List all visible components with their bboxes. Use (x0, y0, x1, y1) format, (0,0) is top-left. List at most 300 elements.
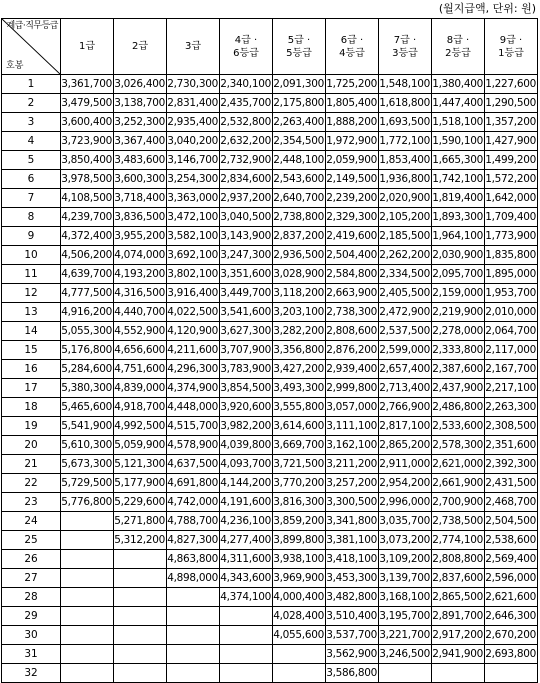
salary-cell: 2,468,700 (485, 493, 538, 512)
salary-cell: 5,176,800 (61, 341, 114, 360)
salary-cell (61, 512, 114, 531)
salary-cell: 4,144,200 (220, 474, 273, 493)
salary-cell (167, 607, 220, 626)
salary-cell: 2,693,800 (485, 645, 538, 664)
salary-cell: 4,448,000 (167, 398, 220, 417)
salary-cell: 4,311,600 (220, 550, 273, 569)
salary-cell: 2,937,200 (220, 189, 273, 208)
salary-cell: 1,773,900 (485, 227, 538, 246)
salary-cell: 4,120,900 (167, 322, 220, 341)
salary-cell: 2,808,800 (432, 550, 485, 569)
salary-cell: 5,380,300 (61, 379, 114, 398)
salary-cell: 2,732,900 (220, 151, 273, 170)
table-row (2, 550, 538, 569)
table-row (2, 113, 538, 132)
salary-cell: 3,938,100 (273, 550, 326, 569)
salary-cell: 2,911,000 (379, 455, 432, 474)
salary-cell: 2,351,600 (485, 436, 538, 455)
salary-cell (379, 664, 432, 683)
salary-cell: 2,584,800 (326, 265, 379, 284)
salary-cell: 3,300,500 (326, 493, 379, 512)
salary-cell (61, 569, 114, 588)
salary-cell: 3,341,800 (326, 512, 379, 531)
salary-cell: 3,111,100 (326, 417, 379, 436)
grade-header-line: 9급 · (499, 34, 523, 46)
salary-cell: 4,691,800 (167, 474, 220, 493)
salary-cell: 3,118,200 (273, 284, 326, 303)
salary-cell: 2,774,100 (432, 531, 485, 550)
step-cell: 10 (2, 246, 61, 265)
table-row (2, 626, 538, 645)
table-row (2, 398, 538, 417)
salary-cell: 2,954,200 (379, 474, 432, 493)
step-cell: 8 (2, 208, 61, 227)
salary-cell: 4,515,700 (167, 417, 220, 436)
salary-cell: 2,700,900 (432, 493, 485, 512)
step-cell: 14 (2, 322, 61, 341)
salary-cell: 3,254,300 (167, 170, 220, 189)
salary-cell: 2,817,100 (379, 417, 432, 436)
salary-cell: 2,419,600 (326, 227, 379, 246)
salary-cell: 3,718,400 (114, 189, 167, 208)
salary-cell: 1,742,100 (432, 170, 485, 189)
salary-cell: 3,257,200 (326, 474, 379, 493)
salary-cell: 5,271,800 (114, 512, 167, 531)
salary-cell: 3,109,200 (379, 550, 432, 569)
salary-cell: 3,850,400 (61, 151, 114, 170)
salary-cell: 1,893,300 (432, 208, 485, 227)
salary-cell: 5,673,300 (61, 455, 114, 474)
salary-cell: 3,139,700 (379, 569, 432, 588)
salary-cell: 3,367,400 (114, 132, 167, 151)
step-cell: 4 (2, 132, 61, 151)
salary-cell: 2,105,200 (379, 208, 432, 227)
salary-cell: 3,035,700 (379, 512, 432, 531)
salary-cell: 2,392,300 (485, 455, 538, 474)
step-cell: 30 (2, 626, 61, 645)
salary-cell: 2,333,800 (432, 341, 485, 360)
salary-cell: 3,723,900 (61, 132, 114, 151)
salary-cell: 4,277,400 (220, 531, 273, 550)
salary-cell: 2,175,800 (273, 94, 326, 113)
salary-cell: 2,837,200 (273, 227, 326, 246)
salary-cell: 1,805,400 (326, 94, 379, 113)
salary-cell: 2,262,200 (379, 246, 432, 265)
table-row (2, 512, 538, 531)
step-cell: 31 (2, 645, 61, 664)
salary-cell: 3,246,500 (379, 645, 432, 664)
salary-cell: 4,552,900 (114, 322, 167, 341)
salary-cell: 2,278,000 (432, 322, 485, 341)
salary-cell: 4,236,100 (220, 512, 273, 531)
salary-cell: 3,969,900 (273, 569, 326, 588)
table-row (2, 151, 538, 170)
salary-cell: 3,073,200 (379, 531, 432, 550)
salary-cell: 3,449,700 (220, 284, 273, 303)
salary-cell: 3,783,900 (220, 360, 273, 379)
step-cell: 23 (2, 493, 61, 512)
salary-cell: 4,639,700 (61, 265, 114, 284)
salary-cell: 3,721,500 (273, 455, 326, 474)
salary-cell: 5,121,300 (114, 455, 167, 474)
salary-cell: 3,859,200 (273, 512, 326, 531)
salary-cell (432, 664, 485, 683)
table-row (2, 132, 538, 151)
salary-cell: 4,788,700 (167, 512, 220, 531)
salary-cell: 4,191,600 (220, 493, 273, 512)
salary-cell: 2,064,700 (485, 322, 538, 341)
grade-header-line: 4급 · (234, 34, 258, 46)
step-cell: 1 (2, 75, 61, 94)
salary-cell (114, 626, 167, 645)
salary-cell: 3,537,700 (326, 626, 379, 645)
salary-cell: 4,656,600 (114, 341, 167, 360)
table-row (2, 588, 538, 607)
table-row (2, 265, 538, 284)
salary-cell: 2,578,300 (432, 436, 485, 455)
salary-cell: 3,028,900 (273, 265, 326, 284)
salary-cell: 1,548,100 (379, 75, 432, 94)
salary-cell: 2,435,700 (220, 94, 273, 113)
step-cell: 2 (2, 94, 61, 113)
salary-cell: 4,108,500 (61, 189, 114, 208)
salary-cell: 3,600,300 (114, 170, 167, 189)
salary-table (1, 18, 538, 683)
salary-cell: 3,143,900 (220, 227, 273, 246)
salary-cell: 2,532,800 (220, 113, 273, 132)
salary-cell: 2,599,000 (379, 341, 432, 360)
table-row (2, 436, 538, 455)
step-cell: 26 (2, 550, 61, 569)
salary-cell (485, 664, 538, 683)
salary-cell: 5,059,900 (114, 436, 167, 455)
step-cell: 15 (2, 341, 61, 360)
table-row (2, 303, 538, 322)
table-row (2, 341, 538, 360)
salary-cell: 4,343,600 (220, 569, 273, 588)
salary-cell: 2,059,900 (326, 151, 379, 170)
salary-cell: 3,162,100 (326, 436, 379, 455)
header-row (2, 19, 538, 75)
salary-cell: 4,374,100 (220, 588, 273, 607)
salary-cell: 2,167,700 (485, 360, 538, 379)
salary-cell: 2,486,800 (432, 398, 485, 417)
salary-cell: 2,646,300 (485, 607, 538, 626)
salary-cell: 2,149,500 (326, 170, 379, 189)
salary-cell (61, 531, 114, 550)
salary-cell: 1,964,100 (432, 227, 485, 246)
grade-header (273, 19, 326, 75)
salary-cell (61, 550, 114, 569)
salary-cell: 1,227,600 (485, 75, 538, 94)
table-row (2, 569, 538, 588)
salary-cell: 4,898,000 (167, 569, 220, 588)
table-row (2, 246, 538, 265)
salary-cell: 1,447,400 (432, 94, 485, 113)
salary-cell: 2,876,200 (326, 341, 379, 360)
salary-cell: 1,693,500 (379, 113, 432, 132)
salary-cell: 3,600,400 (61, 113, 114, 132)
grade-header (167, 19, 220, 75)
table-row (2, 417, 538, 436)
salary-cell: 2,472,900 (379, 303, 432, 322)
salary-cell: 5,055,300 (61, 322, 114, 341)
salary-cell: 3,247,300 (220, 246, 273, 265)
salary-cell: 3,168,100 (379, 588, 432, 607)
salary-cell: 1,427,900 (485, 132, 538, 151)
salary-cell: 2,537,500 (379, 322, 432, 341)
salary-cell: 3,146,700 (167, 151, 220, 170)
salary-cell: 4,742,000 (167, 493, 220, 512)
table-row (2, 170, 538, 189)
salary-cell: 3,802,100 (167, 265, 220, 284)
salary-cell: 2,239,200 (326, 189, 379, 208)
salary-cell: 2,504,500 (485, 512, 538, 531)
salary-cell: 3,361,700 (61, 75, 114, 94)
salary-cell: 5,776,800 (61, 493, 114, 512)
salary-cell: 2,543,600 (273, 170, 326, 189)
step-cell: 32 (2, 664, 61, 683)
salary-cell: 4,777,500 (61, 284, 114, 303)
salary-cell: 2,865,200 (379, 436, 432, 455)
table-row (2, 227, 538, 246)
salary-cell (167, 664, 220, 683)
salary-cell: 1,572,200 (485, 170, 538, 189)
salary-cell (220, 645, 273, 664)
salary-cell: 3,026,400 (114, 75, 167, 94)
salary-cell: 2,941,900 (432, 645, 485, 664)
step-cell: 25 (2, 531, 61, 550)
grade-header-line: 3급 (184, 41, 202, 52)
salary-cell: 3,920,600 (220, 398, 273, 417)
salary-cell: 1,819,400 (432, 189, 485, 208)
table-row (2, 322, 538, 341)
step-cell: 29 (2, 607, 61, 626)
table-row (2, 360, 538, 379)
salary-cell: 2,159,000 (432, 284, 485, 303)
salary-cell: 3,836,500 (114, 208, 167, 227)
salary-cell: 3,221,700 (379, 626, 432, 645)
salary-cell (273, 664, 326, 683)
salary-cell: 2,020,900 (379, 189, 432, 208)
salary-cell: 1,835,800 (485, 246, 538, 265)
salary-cell: 3,707,900 (220, 341, 273, 360)
salary-cell: 3,351,600 (220, 265, 273, 284)
salary-cell: 2,837,600 (432, 569, 485, 588)
salary-cell: 2,999,800 (326, 379, 379, 398)
salary-cell: 1,972,900 (326, 132, 379, 151)
salary-cell: 2,766,900 (379, 398, 432, 417)
salary-cell: 5,541,900 (61, 417, 114, 436)
grade-header-line: 4등급 (339, 47, 365, 59)
salary-cell: 4,839,000 (114, 379, 167, 398)
salary-cell: 3,211,200 (326, 455, 379, 474)
salary-cell: 2,354,500 (273, 132, 326, 151)
salary-cell: 3,916,400 (167, 284, 220, 303)
salary-cell: 3,493,300 (273, 379, 326, 398)
grade-header-line: 8급 · (446, 34, 470, 46)
table-row (2, 284, 538, 303)
salary-cell: 3,614,600 (273, 417, 326, 436)
salary-cell: 2,831,400 (167, 94, 220, 113)
salary-cell: 2,219,900 (432, 303, 485, 322)
salary-cell: 2,095,700 (432, 265, 485, 284)
salary-cell: 1,725,200 (326, 75, 379, 94)
salary-cell: 3,479,500 (61, 94, 114, 113)
grade-header-line: 5급 · (287, 34, 311, 46)
salary-cell: 2,865,500 (432, 588, 485, 607)
salary-cell: 2,437,900 (432, 379, 485, 398)
salary-cell (114, 664, 167, 683)
salary-cell: 3,982,200 (220, 417, 273, 436)
step-cell: 12 (2, 284, 61, 303)
salary-cell: 4,751,600 (114, 360, 167, 379)
salary-cell: 1,618,800 (379, 94, 432, 113)
table-body (2, 75, 538, 683)
salary-cell: 4,827,300 (167, 531, 220, 550)
salary-cell: 2,738,500 (432, 512, 485, 531)
salary-cell: 4,000,400 (273, 588, 326, 607)
salary-cell: 4,193,200 (114, 265, 167, 284)
salary-cell: 3,510,400 (326, 607, 379, 626)
step-cell: 20 (2, 436, 61, 455)
salary-cell: 3,138,700 (114, 94, 167, 113)
salary-cell: 4,992,500 (114, 417, 167, 436)
salary-cell (220, 607, 273, 626)
salary-cell (61, 607, 114, 626)
grade-header (485, 19, 538, 75)
salary-cell: 4,578,900 (167, 436, 220, 455)
table-row (2, 94, 538, 113)
salary-cell: 2,431,500 (485, 474, 538, 493)
salary-cell: 2,533,600 (432, 417, 485, 436)
salary-cell: 1,518,100 (432, 113, 485, 132)
grade-header (432, 19, 485, 75)
corner-bottom-label: 호봉 (6, 61, 24, 71)
salary-cell (167, 645, 220, 664)
salary-cell: 2,935,400 (167, 113, 220, 132)
table-row (2, 379, 538, 398)
table-row (2, 645, 538, 664)
salary-cell: 2,569,400 (485, 550, 538, 569)
table-row (2, 493, 538, 512)
salary-cell: 3,356,800 (273, 341, 326, 360)
step-cell: 28 (2, 588, 61, 607)
grade-header-line: 1등급 (498, 47, 524, 59)
salary-cell: 3,057,000 (326, 398, 379, 417)
salary-cell: 2,538,600 (485, 531, 538, 550)
salary-cell: 4,028,400 (273, 607, 326, 626)
salary-cell: 3,203,100 (273, 303, 326, 322)
salary-cell: 3,586,800 (326, 664, 379, 683)
salary-cell: 3,978,500 (61, 170, 114, 189)
salary-cell: 2,834,600 (220, 170, 273, 189)
salary-cell: 2,738,800 (273, 208, 326, 227)
salary-cell: 3,816,300 (273, 493, 326, 512)
salary-cell: 2,329,300 (326, 208, 379, 227)
table-row (2, 455, 538, 474)
salary-cell: 1,380,400 (432, 75, 485, 94)
salary-cell: 2,448,100 (273, 151, 326, 170)
salary-cell: 4,211,600 (167, 341, 220, 360)
salary-cell (114, 588, 167, 607)
table-row (2, 474, 538, 493)
grade-header (326, 19, 379, 75)
corner-header (2, 19, 61, 75)
salary-cell: 3,282,200 (273, 322, 326, 341)
salary-cell (167, 588, 220, 607)
salary-cell (114, 569, 167, 588)
step-cell: 27 (2, 569, 61, 588)
salary-cell (61, 645, 114, 664)
salary-cell: 3,582,100 (167, 227, 220, 246)
salary-cell: 2,308,500 (485, 417, 538, 436)
table-row (2, 531, 538, 550)
salary-cell: 5,284,600 (61, 360, 114, 379)
grade-header-line: 6급 · (340, 34, 364, 46)
salary-cell: 3,483,600 (114, 151, 167, 170)
salary-cell: 2,621,600 (485, 588, 538, 607)
salary-cell: 3,627,300 (220, 322, 273, 341)
step-cell: 16 (2, 360, 61, 379)
salary-cell: 5,465,600 (61, 398, 114, 417)
salary-cell: 2,996,000 (379, 493, 432, 512)
salary-cell: 3,482,800 (326, 588, 379, 607)
grade-header (61, 19, 114, 75)
salary-cell: 2,263,400 (273, 113, 326, 132)
salary-cell: 4,316,500 (114, 284, 167, 303)
salary-cell (61, 588, 114, 607)
salary-cell: 5,610,300 (61, 436, 114, 455)
salary-cell: 1,499,200 (485, 151, 538, 170)
salary-cell: 2,657,400 (379, 360, 432, 379)
salary-cell: 2,334,500 (379, 265, 432, 284)
step-cell: 18 (2, 398, 61, 417)
salary-cell: 1,888,200 (326, 113, 379, 132)
salary-cell: 1,853,400 (379, 151, 432, 170)
salary-cell: 2,405,500 (379, 284, 432, 303)
salary-cell: 5,177,900 (114, 474, 167, 493)
salary-cell (114, 550, 167, 569)
grade-header-line: 7급 · (393, 34, 417, 46)
salary-cell: 1,357,200 (485, 113, 538, 132)
step-cell: 19 (2, 417, 61, 436)
salary-cell: 4,863,800 (167, 550, 220, 569)
salary-cell: 3,854,500 (220, 379, 273, 398)
step-cell: 3 (2, 113, 61, 132)
salary-cell: 4,372,400 (61, 227, 114, 246)
grade-header (220, 19, 273, 75)
salary-cell: 2,263,300 (485, 398, 538, 417)
salary-cell: 2,340,100 (220, 75, 273, 94)
salary-cell: 3,252,300 (114, 113, 167, 132)
salary-cell: 2,936,500 (273, 246, 326, 265)
salary-cell: 2,738,300 (326, 303, 379, 322)
salary-cell: 1,772,100 (379, 132, 432, 151)
table-row (2, 208, 538, 227)
salary-cell: 1,642,000 (485, 189, 538, 208)
step-cell: 9 (2, 227, 61, 246)
step-cell: 7 (2, 189, 61, 208)
salary-cell (61, 664, 114, 683)
salary-cell: 3,899,800 (273, 531, 326, 550)
salary-cell: 2,730,300 (167, 75, 220, 94)
salary-cell: 4,637,500 (167, 455, 220, 474)
step-cell: 11 (2, 265, 61, 284)
salary-cell: 5,229,600 (114, 493, 167, 512)
salary-cell: 4,440,700 (114, 303, 167, 322)
salary-cell: 2,808,600 (326, 322, 379, 341)
